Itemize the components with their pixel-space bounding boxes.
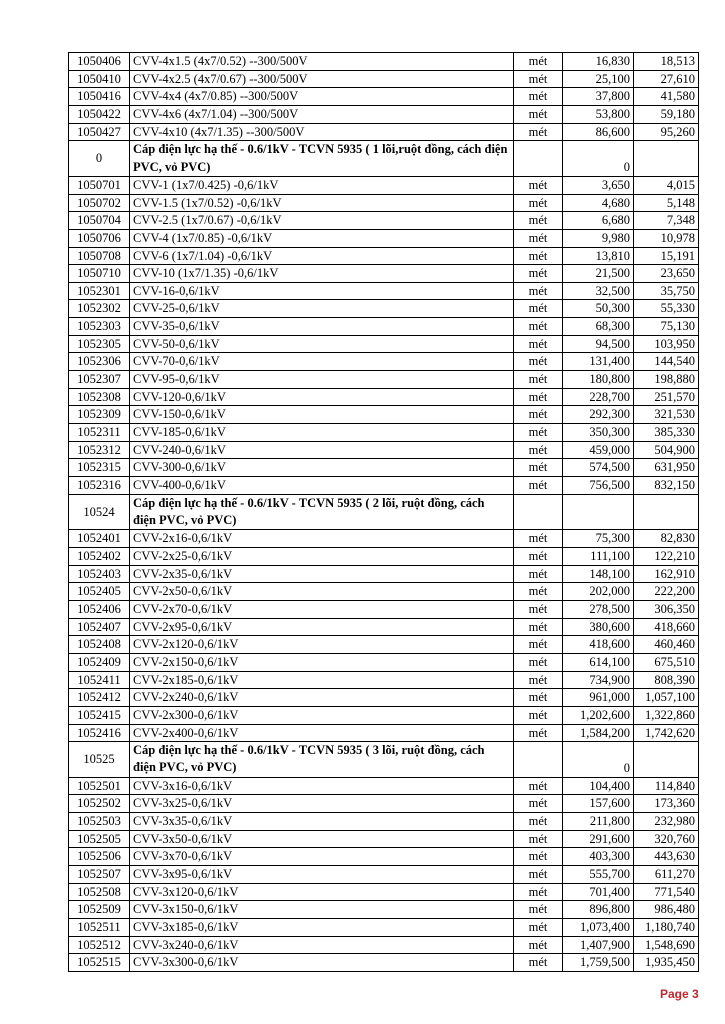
price-vat-cell: 832,150 [634, 477, 699, 495]
unit-cell: mét [514, 901, 563, 919]
table-row [69, 547, 699, 565]
product-name-cell: CVV-300-0,6/1kV [130, 459, 514, 477]
price-cell: 1,584,200 [563, 724, 634, 742]
unit-cell: mét [514, 477, 563, 495]
table-row [69, 247, 699, 265]
price-cell: 202,000 [563, 583, 634, 601]
item-code-cell: 1052409 [69, 653, 130, 671]
unit-cell: mét [514, 247, 563, 265]
unit-cell: mét [514, 954, 563, 972]
price-cell: 896,800 [563, 901, 634, 919]
item-code-cell: 1052316 [69, 477, 130, 495]
table-row [69, 565, 699, 583]
price-cell: 21,500 [563, 265, 634, 283]
item-code-cell: 1050701 [69, 176, 130, 194]
item-code-cell: 10524 [69, 494, 130, 530]
table-row [69, 265, 699, 283]
item-code-cell: 1052303 [69, 318, 130, 336]
product-name-cell: CVV-10 (1x7/1.35) -0,6/1kV [130, 265, 514, 283]
price-vat-cell: 18,513 [634, 53, 699, 71]
table-row [69, 88, 699, 106]
price-cell: 131,400 [563, 353, 634, 371]
table-row [69, 212, 699, 230]
price-cell [563, 494, 634, 530]
table-row [69, 282, 699, 300]
product-name-cell: CVV-3x185-0,6/1kV [130, 919, 514, 937]
item-code-cell: 1052407 [69, 618, 130, 636]
item-code-cell: 1050708 [69, 247, 130, 265]
table-row [69, 70, 699, 88]
price-cell: 53,800 [563, 105, 634, 123]
table-row [69, 901, 699, 919]
price-vat-cell: 1,742,620 [634, 724, 699, 742]
item-code-cell: 1052503 [69, 813, 130, 831]
price-vat-cell: 418,660 [634, 618, 699, 636]
price-cell: 291,600 [563, 830, 634, 848]
product-name-cell: CVV-4 (1x7/0.85) -0,6/1kV [130, 229, 514, 247]
price-cell: 50,300 [563, 300, 634, 318]
product-name-cell: Cáp điện lực hạ thế - 0.6/1kV - TCVN 5935 ( 1 lõi,ruột đồng, cách điện PVC, vỏ PVC) [130, 141, 514, 177]
price-cell: 756,500 [563, 477, 634, 495]
unit-cell: mét [514, 636, 563, 654]
price-vat-cell: 162,910 [634, 565, 699, 583]
table-row [69, 441, 699, 459]
item-code-cell: 1052508 [69, 883, 130, 901]
table-row [69, 300, 699, 318]
unit-cell: mét [514, 830, 563, 848]
item-code-cell: 1052312 [69, 441, 130, 459]
table-row [69, 883, 699, 901]
item-code-cell: 1052308 [69, 388, 130, 406]
product-name-cell: CVV-3x25-0,6/1kV [130, 795, 514, 813]
item-code-cell: 0 [69, 141, 130, 177]
table-row [69, 477, 699, 495]
item-code-cell: 1052301 [69, 282, 130, 300]
price-cell: 350,300 [563, 424, 634, 442]
item-code-cell: 1052416 [69, 724, 130, 742]
table-row [69, 813, 699, 831]
price-vat-cell: 232,980 [634, 813, 699, 831]
price-vat-cell: 5,148 [634, 194, 699, 212]
product-name-cell: CVV-4x10 (4x7/1.35) --300/500V [130, 123, 514, 141]
price-cell: 961,000 [563, 689, 634, 707]
item-code-cell: 1050702 [69, 194, 130, 212]
unit-cell: mét [514, 671, 563, 689]
unit-cell: mét [514, 777, 563, 795]
price-vat-cell: 321,530 [634, 406, 699, 424]
table-row [69, 176, 699, 194]
unit-cell [514, 742, 563, 778]
price-vat-cell: 1,548,690 [634, 936, 699, 954]
page-number: Page 3 [660, 987, 699, 1001]
price-cell: 180,800 [563, 371, 634, 389]
price-vat-cell: 198,880 [634, 371, 699, 389]
price-vat-cell: 320,760 [634, 830, 699, 848]
price-cell: 13,810 [563, 247, 634, 265]
item-code-cell: 1050406 [69, 53, 130, 71]
table-row [69, 919, 699, 937]
price-vat-cell: 41,580 [634, 88, 699, 106]
price-cell: 701,400 [563, 883, 634, 901]
product-name-cell: CVV-3x16-0,6/1kV [130, 777, 514, 795]
table-row [69, 653, 699, 671]
price-cell: 4,680 [563, 194, 634, 212]
price-cell: 94,500 [563, 335, 634, 353]
price-cell: 555,700 [563, 866, 634, 884]
item-code-cell: 1050710 [69, 265, 130, 283]
item-code-cell: 1050706 [69, 229, 130, 247]
unit-cell: mét [514, 123, 563, 141]
unit-cell: mét [514, 866, 563, 884]
table-row [69, 229, 699, 247]
product-name-cell: CVV-4x2.5 (4x7/0.67) --300/500V [130, 70, 514, 88]
price-cell: 574,500 [563, 459, 634, 477]
unit-cell: mét [514, 653, 563, 671]
table-row [69, 830, 699, 848]
unit-cell: mét [514, 919, 563, 937]
price-vat-cell: 1,180,740 [634, 919, 699, 937]
price-vat-cell: 986,480 [634, 901, 699, 919]
table-row [69, 530, 699, 548]
table-row [69, 600, 699, 618]
item-code-cell: 1052515 [69, 954, 130, 972]
item-code-cell: 1052311 [69, 424, 130, 442]
table-row [69, 954, 699, 972]
product-name-cell: CVV-4x4 (4x7/0.85) --300/500V [130, 88, 514, 106]
table-row [69, 353, 699, 371]
unit-cell: mét [514, 105, 563, 123]
product-name-cell: CVV-2x240-0,6/1kV [130, 689, 514, 707]
item-code-cell: 10525 [69, 742, 130, 778]
product-name-cell: CVV-150-0,6/1kV [130, 406, 514, 424]
item-code-cell: 1052402 [69, 547, 130, 565]
price-cell: 459,000 [563, 441, 634, 459]
price-vat-cell: 95,260 [634, 123, 699, 141]
product-name-cell: CVV-16-0,6/1kV [130, 282, 514, 300]
table-row [69, 848, 699, 866]
unit-cell: mét [514, 318, 563, 336]
price-vat-cell: 251,570 [634, 388, 699, 406]
item-code-cell: 1052507 [69, 866, 130, 884]
product-name-cell: CVV-4x1.5 (4x7/0.52) --300/500V [130, 53, 514, 71]
price-cell: 1,759,500 [563, 954, 634, 972]
product-name-cell: CVV-50-0,6/1kV [130, 335, 514, 353]
price-vat-cell [634, 141, 699, 177]
unit-cell: mét [514, 583, 563, 601]
unit-cell: mét [514, 265, 563, 283]
unit-cell: mét [514, 176, 563, 194]
table-row [69, 706, 699, 724]
product-name-cell: CVV-2x16-0,6/1kV [130, 530, 514, 548]
price-vat-cell: 1,935,450 [634, 954, 699, 972]
section-header-row [69, 742, 699, 778]
table-row [69, 671, 699, 689]
price-vat-cell: 103,950 [634, 335, 699, 353]
item-code-cell: 1052509 [69, 901, 130, 919]
unit-cell: mét [514, 282, 563, 300]
product-name-cell: CVV-400-0,6/1kV [130, 477, 514, 495]
price-cell: 68,300 [563, 318, 634, 336]
price-vat-cell: 55,330 [634, 300, 699, 318]
price-vat-cell: 75,130 [634, 318, 699, 336]
unit-cell: mét [514, 229, 563, 247]
table-row [69, 583, 699, 601]
table-row [69, 795, 699, 813]
item-code-cell: 1052415 [69, 706, 130, 724]
unit-cell: mét [514, 795, 563, 813]
price-vat-cell: 35,750 [634, 282, 699, 300]
price-cell: 1,073,400 [563, 919, 634, 937]
product-name-cell: CVV-2x25-0,6/1kV [130, 547, 514, 565]
item-code-cell: 1052512 [69, 936, 130, 954]
unit-cell: mét [514, 689, 563, 707]
price-vat-cell: 4,015 [634, 176, 699, 194]
table-row [69, 636, 699, 654]
unit-cell: mét [514, 547, 563, 565]
product-name-cell: CVV-95-0,6/1kV [130, 371, 514, 389]
price-vat-cell [634, 494, 699, 530]
item-code-cell: 1050416 [69, 88, 130, 106]
price-vat-cell: 59,180 [634, 105, 699, 123]
unit-cell: mét [514, 441, 563, 459]
product-name-cell: CVV-3x300-0,6/1kV [130, 954, 514, 972]
item-code-cell: 1052305 [69, 335, 130, 353]
price-cell: 104,400 [563, 777, 634, 795]
product-name-cell: CVV-70-0,6/1kV [130, 353, 514, 371]
price-cell: 3,650 [563, 176, 634, 194]
table-row [69, 318, 699, 336]
price-cell: 111,100 [563, 547, 634, 565]
unit-cell: mét [514, 459, 563, 477]
unit-cell: mét [514, 530, 563, 548]
price-cell: 228,700 [563, 388, 634, 406]
item-code-cell: 1052302 [69, 300, 130, 318]
product-name-cell: CVV-3x35-0,6/1kV [130, 813, 514, 831]
product-name-cell: CVV-2x300-0,6/1kV [130, 706, 514, 724]
price-vat-cell: 1,057,100 [634, 689, 699, 707]
unit-cell: mét [514, 936, 563, 954]
item-code-cell: 1052406 [69, 600, 130, 618]
unit-cell: mét [514, 813, 563, 831]
unit-cell: mét [514, 194, 563, 212]
price-cell: 418,600 [563, 636, 634, 654]
price-vat-cell: 443,630 [634, 848, 699, 866]
price-cell: 75,300 [563, 530, 634, 548]
item-code-cell: 1052315 [69, 459, 130, 477]
product-name-cell: CVV-2x400-0,6/1kV [130, 724, 514, 742]
price-vat-cell: 1,322,860 [634, 706, 699, 724]
table-row [69, 724, 699, 742]
product-name-cell: CVV-2x150-0,6/1kV [130, 653, 514, 671]
price-cell: 1,407,900 [563, 936, 634, 954]
item-code-cell: 1052403 [69, 565, 130, 583]
price-cell: 1,202,600 [563, 706, 634, 724]
table-row [69, 459, 699, 477]
price-cell: 292,300 [563, 406, 634, 424]
price-vat-cell: 7,348 [634, 212, 699, 230]
table-row [69, 936, 699, 954]
product-name-cell: CVV-2x35-0,6/1kV [130, 565, 514, 583]
price-cell: 157,600 [563, 795, 634, 813]
price-cell: 211,800 [563, 813, 634, 831]
unit-cell: mét [514, 848, 563, 866]
price-vat-cell: 504,900 [634, 441, 699, 459]
product-name-cell: CVV-3x70-0,6/1kV [130, 848, 514, 866]
product-name-cell: CVV-4x6 (4x7/1.04) --300/500V [130, 105, 514, 123]
item-code-cell: 1052411 [69, 671, 130, 689]
item-code-cell: 1052307 [69, 371, 130, 389]
price-table [68, 52, 699, 972]
price-vat-cell [634, 742, 699, 778]
product-name-cell: CVV-1.5 (1x7/0.52) -0,6/1kV [130, 194, 514, 212]
unit-cell [514, 141, 563, 177]
price-cell: 16,830 [563, 53, 634, 71]
price-vat-cell: 771,540 [634, 883, 699, 901]
price-cell: 86,600 [563, 123, 634, 141]
product-name-cell: CVV-25-0,6/1kV [130, 300, 514, 318]
item-code-cell: 1052309 [69, 406, 130, 424]
table-row [69, 777, 699, 795]
item-code-cell: 1050410 [69, 70, 130, 88]
unit-cell: mét [514, 388, 563, 406]
product-name-cell: CVV-240-0,6/1kV [130, 441, 514, 459]
unit-cell: mét [514, 70, 563, 88]
price-vat-cell: 122,210 [634, 547, 699, 565]
product-name-cell: CVV-2x50-0,6/1kV [130, 583, 514, 601]
unit-cell: mét [514, 706, 563, 724]
price-vat-cell: 222,200 [634, 583, 699, 601]
price-cell: 37,800 [563, 88, 634, 106]
unit-cell: mét [514, 300, 563, 318]
unit-cell: mét [514, 353, 563, 371]
unit-cell: mét [514, 335, 563, 353]
item-code-cell: 1052408 [69, 636, 130, 654]
price-cell: 6,680 [563, 212, 634, 230]
item-code-cell: 1052502 [69, 795, 130, 813]
table-row [69, 53, 699, 71]
price-cell: 614,100 [563, 653, 634, 671]
price-vat-cell: 173,360 [634, 795, 699, 813]
price-vat-cell: 10,978 [634, 229, 699, 247]
table-row [69, 866, 699, 884]
price-table-body [69, 53, 699, 972]
table-row [69, 689, 699, 707]
price-cell: 148,100 [563, 565, 634, 583]
product-name-cell: CVV-2x185-0,6/1kV [130, 671, 514, 689]
unit-cell: mét [514, 406, 563, 424]
price-vat-cell: 114,840 [634, 777, 699, 795]
table-row [69, 123, 699, 141]
item-code-cell: 1052505 [69, 830, 130, 848]
item-code-cell: 1052401 [69, 530, 130, 548]
unit-cell: mét [514, 88, 563, 106]
product-name-cell: CVV-35-0,6/1kV [130, 318, 514, 336]
price-vat-cell: 631,950 [634, 459, 699, 477]
product-name-cell: CVV-3x120-0,6/1kV [130, 883, 514, 901]
price-vat-cell: 23,650 [634, 265, 699, 283]
price-cell: 0 [563, 141, 634, 177]
item-code-cell: 1050704 [69, 212, 130, 230]
price-cell: 278,500 [563, 600, 634, 618]
product-name-cell: CVV-3x240-0,6/1kV [130, 936, 514, 954]
price-vat-cell: 675,510 [634, 653, 699, 671]
price-vat-cell: 144,540 [634, 353, 699, 371]
table-row [69, 424, 699, 442]
unit-cell: mét [514, 618, 563, 636]
price-cell: 25,100 [563, 70, 634, 88]
item-code-cell: 1052506 [69, 848, 130, 866]
section-header-row [69, 141, 699, 177]
price-cell: 32,500 [563, 282, 634, 300]
item-code-cell: 1052412 [69, 689, 130, 707]
unit-cell [514, 494, 563, 530]
price-vat-cell: 611,270 [634, 866, 699, 884]
unit-cell: mét [514, 371, 563, 389]
item-code-cell: 1052405 [69, 583, 130, 601]
product-name-cell: CVV-2x70-0,6/1kV [130, 600, 514, 618]
price-vat-cell: 27,610 [634, 70, 699, 88]
product-name-cell: CVV-3x95-0,6/1kV [130, 866, 514, 884]
item-code-cell: 1052306 [69, 353, 130, 371]
unit-cell: mét [514, 53, 563, 71]
price-vat-cell: 385,330 [634, 424, 699, 442]
price-cell: 9,980 [563, 229, 634, 247]
product-name-cell: CVV-2x120-0,6/1kV [130, 636, 514, 654]
section-header-row [69, 494, 699, 530]
table-row [69, 406, 699, 424]
price-cell: 403,300 [563, 848, 634, 866]
product-name-cell: CVV-3x150-0,6/1kV [130, 901, 514, 919]
price-cell: 734,900 [563, 671, 634, 689]
table-row [69, 388, 699, 406]
table-row [69, 371, 699, 389]
price-cell: 380,600 [563, 618, 634, 636]
price-vat-cell: 306,350 [634, 600, 699, 618]
product-name-cell: Cáp điện lực hạ thế - 0.6/1kV - TCVN 5935 ( 2 lõi, ruột đồng, cách điện PVC, vỏ PVC) [130, 494, 514, 530]
product-name-cell: CVV-185-0,6/1kV [130, 424, 514, 442]
unit-cell: mét [514, 212, 563, 230]
table-row [69, 194, 699, 212]
item-code-cell: 1050427 [69, 123, 130, 141]
product-name-cell: CVV-2x95-0,6/1kV [130, 618, 514, 636]
table-row [69, 618, 699, 636]
price-vat-cell: 808,390 [634, 671, 699, 689]
product-name-cell: CVV-120-0,6/1kV [130, 388, 514, 406]
product-name-cell: Cáp điện lực hạ thế - 0.6/1kV - TCVN 5935 ( 3 lõi, ruột đồng, cách điện PVC, vỏ PVC) [130, 742, 514, 778]
unit-cell: mét [514, 565, 563, 583]
unit-cell: mét [514, 424, 563, 442]
product-name-cell: CVV-2.5 (1x7/0.67) -0,6/1kV [130, 212, 514, 230]
unit-cell: mét [514, 600, 563, 618]
unit-cell: mét [514, 883, 563, 901]
price-vat-cell: 82,830 [634, 530, 699, 548]
item-code-cell: 1052511 [69, 919, 130, 937]
product-name-cell: CVV-6 (1x7/1.04) -0,6/1kV [130, 247, 514, 265]
price-vat-cell: 460,460 [634, 636, 699, 654]
table-row [69, 335, 699, 353]
item-code-cell: 1052501 [69, 777, 130, 795]
price-vat-cell: 15,191 [634, 247, 699, 265]
unit-cell: mét [514, 724, 563, 742]
table-row [69, 105, 699, 123]
product-name-cell: CVV-3x50-0,6/1kV [130, 830, 514, 848]
item-code-cell: 1050422 [69, 105, 130, 123]
price-cell: 0 [563, 742, 634, 778]
product-name-cell: CVV-1 (1x7/0.425) -0,6/1kV [130, 176, 514, 194]
